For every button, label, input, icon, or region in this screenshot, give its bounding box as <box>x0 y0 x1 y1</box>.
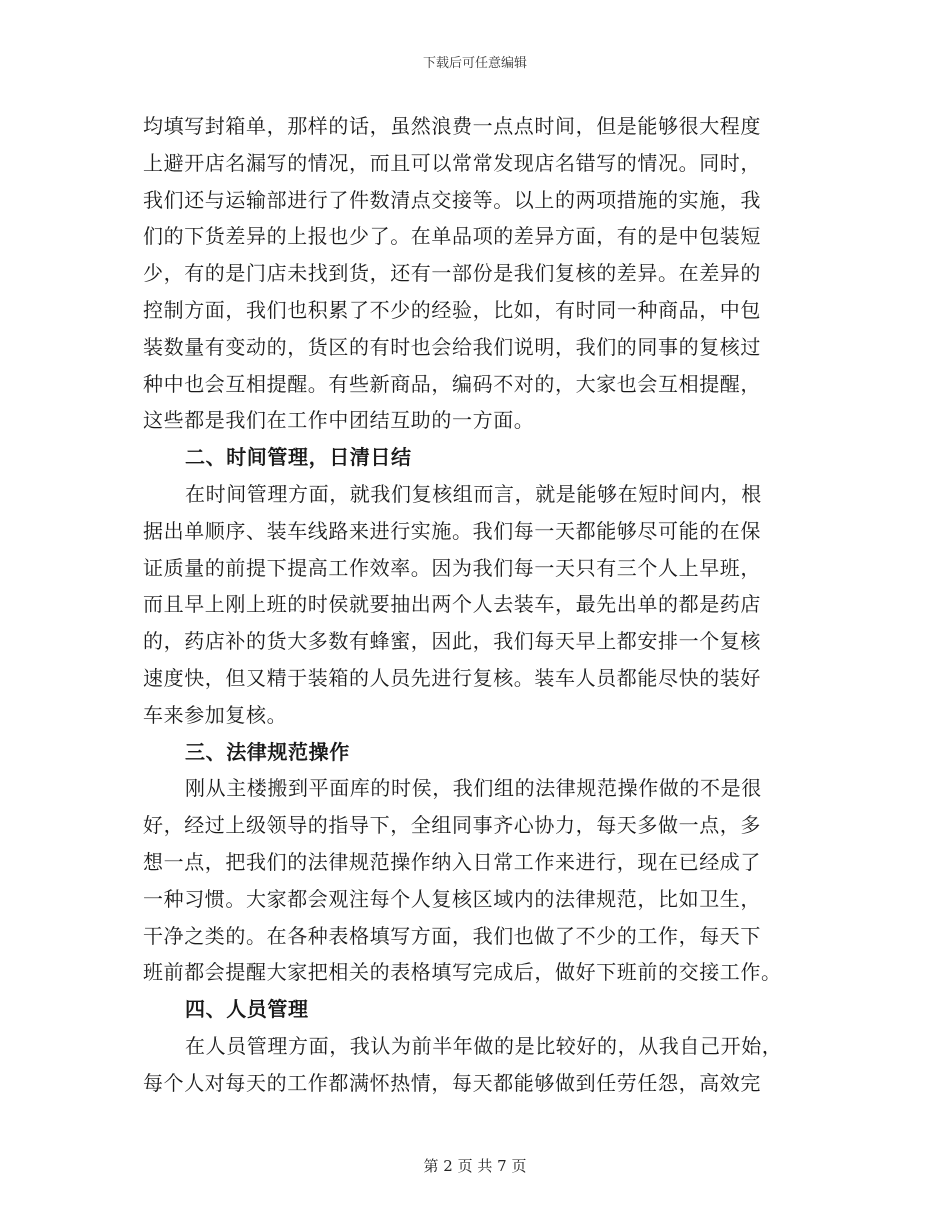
paragraph-line: 想一点，把我们的法律规范操作纳入日常工作来进行，现在已经成了 <box>143 849 761 874</box>
paragraph-line: 而且早上刚上班的时侯就要抽出两个人去装车，最先出单的都是药店 <box>143 592 761 617</box>
section-heading: 四、人员管理 <box>185 997 309 1022</box>
paragraph-line: 班前都会提醒大家把相关的表格填写完成后，做好下班前的交接工作。 <box>143 960 782 985</box>
paragraph-line: 均填写封箱单，那样的话，虽然浪费一点点时间，但是能够很大程度 <box>143 114 761 138</box>
paragraph-line: 控制方面，我们也积累了不少的经验，比如，有时同一种商品，中包 <box>143 297 761 322</box>
paragraph-first-line: 刚从主楼搬到平面库的时侯，我们组的法律规范操作做的不是很 <box>185 776 762 801</box>
paragraph-line: 的，药店补的货大多数有蜂蜜，因此，我们每天早上都安排一个复核 <box>143 629 761 654</box>
section-heading: 二、时间管理，日清日结 <box>185 445 412 470</box>
paragraph-line: 每个人对每天的工作都满怀热情，每天都能够做到任劳任怨，高效完 <box>143 1070 761 1095</box>
paragraph-line: 速度快，但又精于装箱的人员先进行复核。装车人员都能尽快的装好 <box>143 665 761 690</box>
paragraph-line: 种中也会互相提醒。有些新商品，编码不对的，大家也会互相提醒， <box>143 371 761 396</box>
paragraph-line: 上避开店名漏写的情况，而且可以常常发现店名错写的情况。同时， <box>143 150 761 175</box>
paragraph-line: 装数量有变动的，货区的有时也会给我们说明，我们的同事的复核过 <box>143 334 761 359</box>
paragraph-line: 干净之类的。在各种表格填写方面，我们也做了不少的工作，每天下 <box>143 923 761 948</box>
paragraph-line: 我们还与运输部进行了件数清点交接等。以上的两项措施的实施，我 <box>143 187 761 212</box>
page-header: 下载后可任意编辑 <box>422 56 527 71</box>
paragraph-line: 证质量的前提下提高工作效率。因为我们每一天只有三个人上早班， <box>143 555 761 580</box>
paragraph-first-line: 在人员管理方面，我认为前半年做的是比较好的，从我自己开始， <box>185 1033 783 1058</box>
paragraph-line: 们的下货差异的上报也少了。在单品项的差异方面，有的是中包装短 <box>143 224 761 249</box>
paragraph-line: 一种习惯。大家都会观注每个人复核区域内的法律规范，比如卫生， <box>143 886 761 911</box>
page-footer: 第 2 页 共 7 页 <box>423 1157 527 1175</box>
paragraph-first-line: 在时间管理方面，就我们复核组而言，就是能够在短时间内，根 <box>185 481 762 506</box>
paragraph-line: 这些都是我们在工作中团结互助的一方面。 <box>143 408 535 433</box>
section-heading: 三、法律规范操作 <box>185 739 350 764</box>
document-body <box>143 108 815 1102</box>
paragraph-line: 车来参加复核。 <box>143 702 288 727</box>
paragraph-line: 据出单顺序、装车线路来进行实施。我们每一天都能够尽可能的在保 <box>143 518 761 543</box>
paragraph-line: 少，有的是门店未找到货，还有一部份是我们复核的差异。在差异的 <box>143 261 761 286</box>
paragraph-line: 好，经过上级领导的指导下，全组同事齐心协力，每天多做一点，多 <box>143 813 761 838</box>
